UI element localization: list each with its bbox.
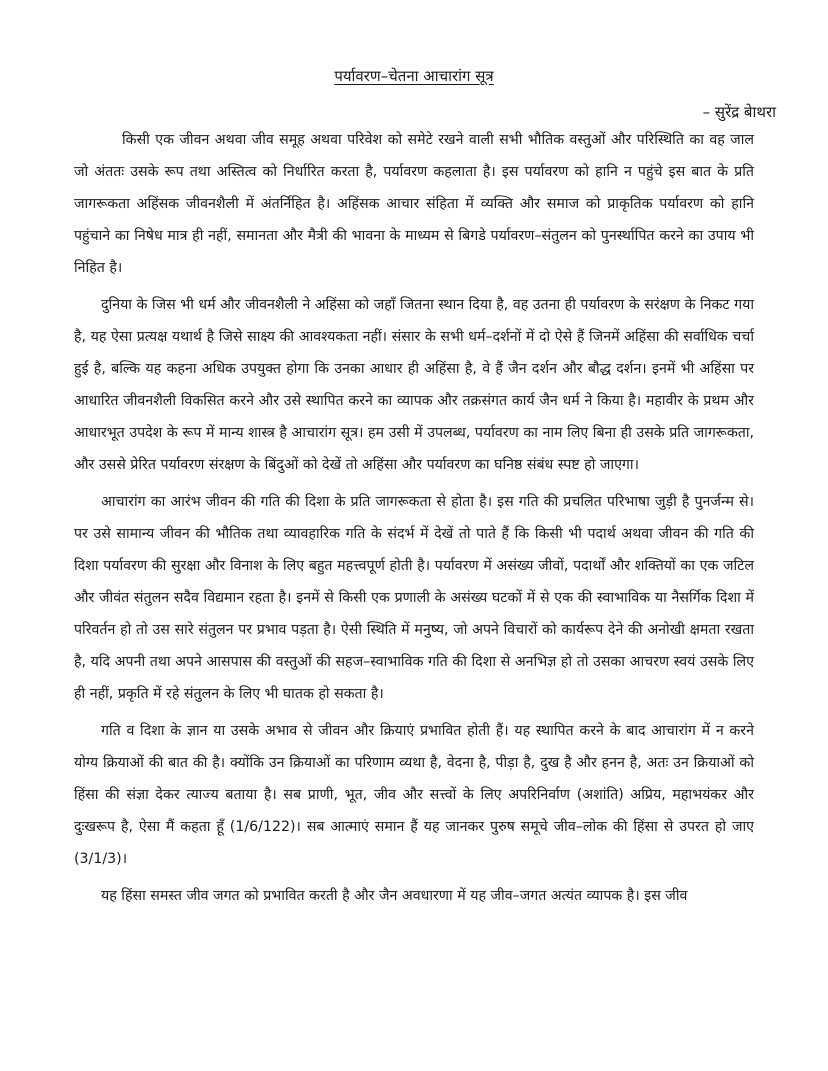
paragraph: आचारांग का आरंभ जीवन की गति की दिशा के प्रति जागरूकता से होता है। इस गति की प्रचलित परिभाषा जुड़ी है पुनर्जन्म से। पर उसे सामान्य जीवन की भौतिक तथा व्यावहारिक गति के संदर्भ में देखें तो पाते हैं कि किसी भी पदार्थ अथवा जीवन की गति की दिशा पर्यावरण की सुरक्षा और विनाश के लिए बहुत महत्त्वपूर्ण होती है। पर्यावरण में असंख्य जीवों, पदार्थों और शक्तियों का एक जटिल और जीवंत संतुलन सदैव विद्यमान रहता है। इनमें से किसी एक प्रणाली के असंख्य घटकों में से एक की स्वाभाविक या नैसर्गिक दिशा में परिवर्तन हो तो उस सारे संतुलन पर प्रभाव पड़ता है। ऐसी स्थिति में मनुष्य, जो अपने विचारों को कार्यरूप देने की अनोखी क्षमता रखता है, यदि अपनी तथा अपने आसपास की वस्तुओं की सहज–स्वाभाविक गति की दिशा से अनभिज्ञ हो तो उसका आचरण स्वयं उसके लिए ही नहीं, प्रकृति में रहे संतुलन के लिए भी घातक हो सकता है। (74, 494, 754, 702)
paragraph: दुनिया के जिस भी धर्म और जीवनशैली ने अहिंसा को जहाँ जितना स्थान दिया है, वह उतना ही पर्यावरण के सरंक्षण के निकट गया है, यह ऐसा प्रत्यक्ष यथार्थ है जिसे साक्ष्य की आवश्यकता नहीं। संसार के सभी धर्म–दर्शनों में दो ऐसे हैं जिनमें अहिंसा की सर्वाधिक चर्चा हुई है, बल्कि यह कहना अधिक उपयुक्त होगा कि उनका आधार ही अहिंसा है, वे हैं जैन दर्शन और बौद्ध दर्शन। इनमें भी अहिंसा पर आधारित जीवनशैली विकसित करने और उसे स्थापित करने का व्यापक और तक्रसंगत कार्य जैन धर्म ने किया है। महावीर के प्रथम और आधारभूत उपदेश के रूप में मान्य शास्त्र है आचारांग सूत्र। हम उसी में उपलब्ध, पर्यावरण का नाम लिए बिना ही उसके प्रति जागरूकता, और उससे प्रेरित पर्यावरण संरक्षण के बिंदुओं को देखें तो अहिंसा और पर्यावरण का घनिष्ठ संबंध स्पष्ट हो जाएगा। (74, 297, 754, 473)
document-body (74, 124, 754, 917)
document-title: पर्यावरण–चेतना आचारांग सूत्र (334, 67, 494, 85)
author-byline: – सुरेंद्र बेाथरा (702, 103, 776, 121)
paragraph: किसी एक जीवन अथवा जीव समूह अथवा परिवेश को समेटे रखने वाली सभी भौतिक वस्तुओं और परिस्थिति का वह जाल जो अंततः उसके रूप तथा अस्तित्व को निर्धारित करता है, पर्यावरण कहलाता है। इस पर्यावरण को हानि न पहुंचे इस बात के प्रति जागरूकता अहिंसक जीवनशैली में अंतर्निहित है। अहिंसक आचार संहिता में व्यक्ति और समाज को प्राकृतिक पर्यावरण को हानि पहुंचाने का निषेध मात्र ही नहीं, समानता और मैत्री की भावना के माध्यम से बिगडे पर्यावरण–संतुलन को पुनर्स्थापित करने का उपाय भी निहित है। (74, 132, 754, 276)
paragraph: यह हिंसा समस्त जीव जगत को प्रभावित करती है और जैन अवधारणा में यह जीव–जगत अत्यंत व्यापक है। इस जीव (101, 888, 688, 904)
paragraph: गति व दिशा के ज्ञान या उसके अभाव से जीवन और क्रियाएं प्रभावित होती हैं। यह स्थापित करने के बाद आचारांग में न करने योग्य क्रियाओं की बात की है। क्योंकि उन क्रियाओं का परिणाम व्यथा है, वेदना है, पीड़ा है, दुख है और हनन है, अतः उन क्रियाओं को हिंसा की संज्ञा देकर त्याज्य बताया है। सब प्राणी, भूत, जीव और सत्त्वों के लिए अपरिनिर्वाण (अशांति) अप्रिय, महाभयंकर और दुःखरूप है, ऐसा मैं कहता हूँ (1/6/122)। सब आत्माएं समान हैं यह जानकर पुरुष समूचे जीव–लोक की हिंसा से उपरत हो जाए (3/1/3)। (74, 723, 754, 867)
